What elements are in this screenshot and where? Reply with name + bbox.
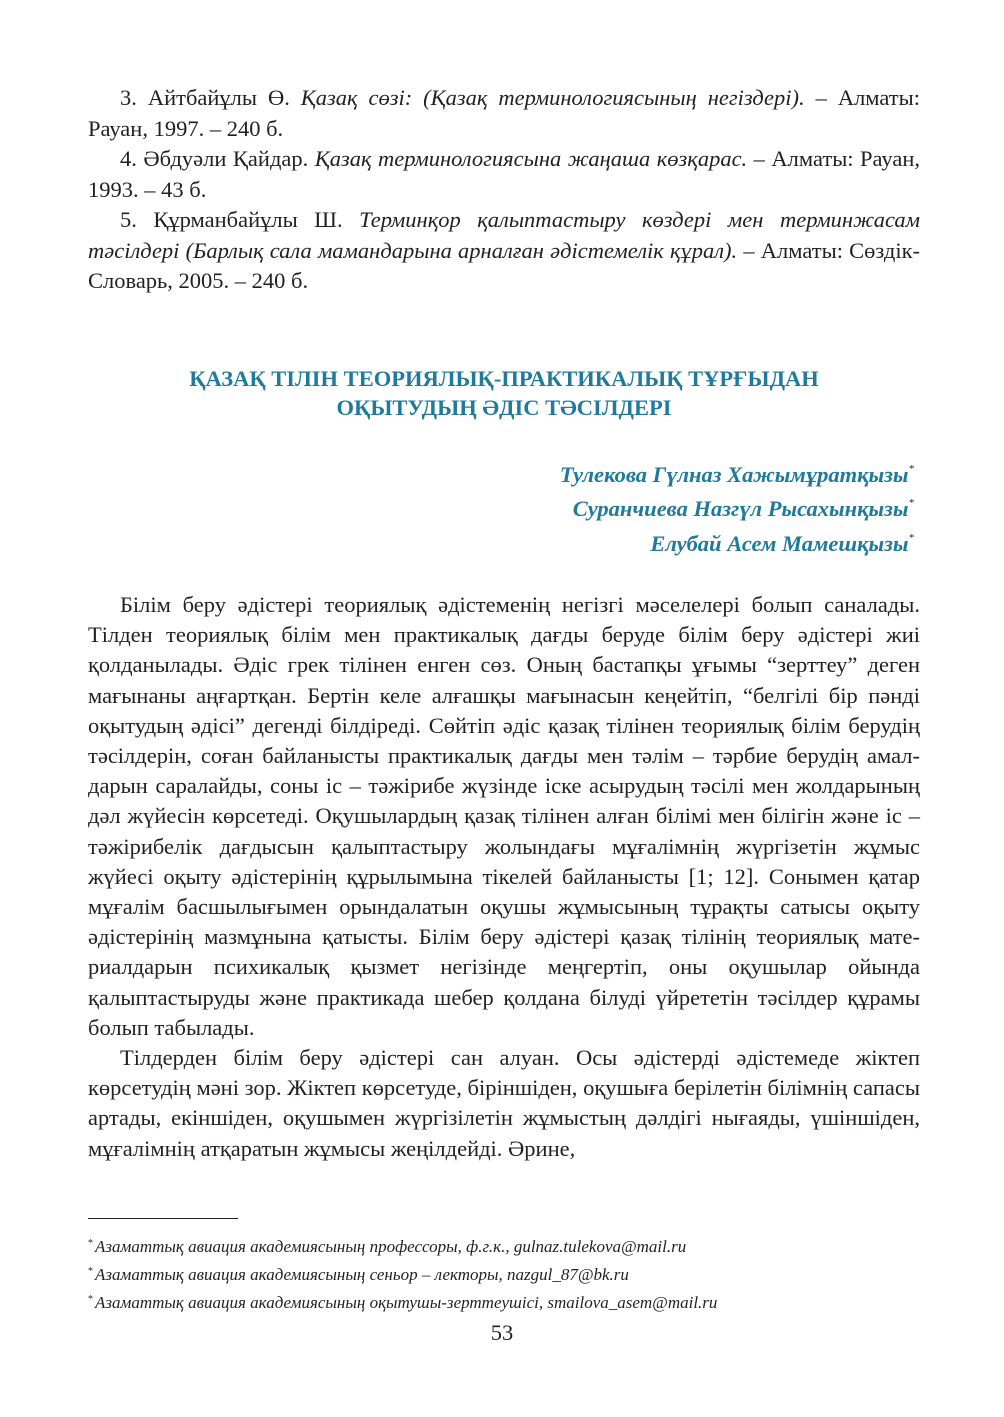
reference-title: Қазақ сөзі: (Қазақ терминологиясының негіздері). bbox=[300, 85, 805, 110]
body-paragraph: Білім беру әдістері теориялық әдістеменің негізгі мәселелері болып саналады. Тілден теориялық білім мен практикалық дағды беруде білім беру әдістері жиі қолданылады. Әдіс грек тілінен енген сөз. Оның бастапқы ұғымы “зерттеу” деген мағынаны аңғартқан. Бертін келе алғашқы мағынасын кеңейтіп, “белгілі бір пәнді оқытудың әдісі” дегенді білдіреді. Сөйтіп әдіс қазақ тілінен теориялық білім берудің тәсілдерін, соған байланысты практикалық дағды мен тәлім – тәрбие берудің амалдарын саралайды, соны іс – тәжірибе жүзінде іске асырудың тәсілі мен жолдарының дәл жүйесін көрсетеді. Оқушылардың қазақ тілінен алған білімі мен білігін және іс – тәжірибелік дағдысын қалыптастыру жолындағы мұғалімнің жүргізетін жұмыс жүйесі оқыту әдістерінің құрылымына тікелей байланысты [1; 12]. Сонымен қатар мұғалім басшылығымен орындалатын оқушы жұмысының тұрақты сатысы оқыту әдістерінің мазмұнына қатысты. Білім беру әдістері қазақ тілінің теориялық материалдарын психикалық қызмет негізінде меңгертіп, оны оқушылар ойында қалыптастыруды және практикада шебер қолдана білуді үйрететін тәсілдер құрамы болып табылады. bbox=[88, 592, 920, 1040]
reference-title: Терминқор қалыптастыру көздері мен терминжасам тәсілдері (Барлық сала мамандарына арналған әдістемелік құрал). bbox=[88, 207, 920, 263]
reference-item bbox=[88, 83, 920, 144]
reference-publication: – Алматы: Рауан, 1997. – 240 б. bbox=[88, 85, 920, 141]
footnote-list bbox=[88, 1231, 920, 1315]
page-number: 53 bbox=[490, 1320, 514, 1345]
author-name-text: Тулекова Гүлназ Хажымұратқызы bbox=[559, 461, 909, 487]
reference-publication: – Алматы: Рауан, 1993. – 43 б. bbox=[88, 146, 920, 202]
reference-list bbox=[88, 83, 920, 297]
author-name bbox=[88, 489, 914, 524]
footnote-text: Азаматтық авиация академиясының сеньор – лекторы, nazgul_87@bk.ru bbox=[95, 1265, 629, 1284]
page-content bbox=[88, 83, 920, 1164]
body-paragraph: Тілдерден білім беру әдістері сан алуан. Осы әдістерді әдістемеде жіктеп көрсетудің мәні зор. Жіктеп көрсетуде, біріншіден, оқушыға берілетін білімнің сапасы артады, екіншіден, оқушымен жүргізілетін жұмыстың дәлдігі нығаяды, үшіншіден, мұғалімнің атқаратын жұмысы жеңілдейді. Әрине, bbox=[88, 1045, 920, 1161]
footnote-marker: * bbox=[88, 1294, 93, 1305]
footnote-marker: * bbox=[908, 462, 914, 475]
reference-author: 5. Құрманбайұлы Ш. bbox=[120, 207, 360, 232]
reference-publication: – Алматы: Сөздік-Словарь, 2005. – 240 б. bbox=[88, 237, 920, 293]
reference-author: 4. Әбдуәли Қайдар. bbox=[120, 146, 315, 171]
footnote-text: Азаматтық авиация академиясының профессоры, ф.г.к., gulnaz.tulekova@mail.ru bbox=[95, 1237, 687, 1256]
author-name bbox=[88, 455, 914, 490]
reference-author: 3. Айтбайұлы Ө. bbox=[120, 85, 301, 110]
article-title-line: ОҚЫТУДЫҢ ӘДІС ТӘСІЛДЕРІ bbox=[336, 394, 672, 420]
author-name-text: Елубай Асем Мамешқызы bbox=[650, 530, 909, 556]
footnote-text: Азаматтық авиация академиясының оқытушы-зерттеушісі, smailova_asem@mail.ru bbox=[95, 1293, 718, 1312]
reference-item bbox=[88, 144, 920, 205]
footnote-marker: * bbox=[88, 1266, 93, 1277]
reference-title: Қазақ терминологиясына жаңаша көзқарас. bbox=[314, 146, 748, 171]
author-list bbox=[88, 455, 920, 559]
footnote-marker: * bbox=[88, 1238, 93, 1249]
article-title bbox=[88, 364, 920, 422]
footnote-item bbox=[88, 1287, 920, 1315]
author-name bbox=[88, 524, 914, 559]
reference-item bbox=[88, 205, 920, 297]
footnote-divider bbox=[88, 1218, 238, 1219]
article-title-line: ҚАЗАҚ ТІЛІН ТЕОРИЯЛЫҚ-ПРАКТИКАЛЫҚ ТҰРҒЫДАН bbox=[189, 365, 819, 391]
footnote-marker: * bbox=[908, 531, 914, 544]
footnote-marker: * bbox=[908, 497, 914, 509]
article-body bbox=[88, 590, 920, 1164]
footnote-item bbox=[88, 1259, 920, 1287]
footnote-item bbox=[88, 1231, 920, 1259]
author-name-text: Суранчиева Назгүл Рысахынқызы bbox=[572, 496, 909, 521]
